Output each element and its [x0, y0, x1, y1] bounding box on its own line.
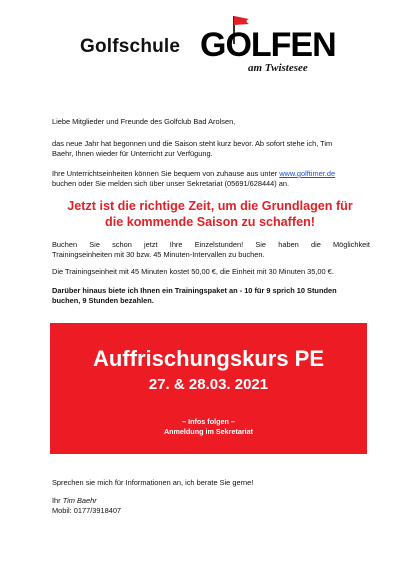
- logo-main-text: GOLFEN: [200, 26, 336, 64]
- paragraph-booking: [52, 169, 370, 189]
- paragraph-line: Trainingseinheiten mit 30 bzw. 45 Minuten-Intervallen zu buchen.: [52, 250, 265, 259]
- paragraph-line: [52, 169, 370, 179]
- paragraph-line: Darüber hinaus biete ich Ihnen ein Trainingspaket an - 10 für 9 sprich 10 Stunden: [52, 286, 337, 295]
- header: [0, 14, 414, 84]
- headline-line: die kommende Saison zu schaffen!: [105, 215, 315, 229]
- signature-prefix: Ihr: [52, 496, 61, 505]
- paragraph-prices: Die Trainingseinheit mit 45 Minuten kostet 50,00 €, die Einheit mit 30 Minuten 35,00 €.: [52, 267, 334, 276]
- greeting: Liebe Mitglieder und Freunde des Golfclub Bad Arolsen,: [52, 117, 236, 126]
- paragraph-lessons: [52, 240, 370, 260]
- school-word: Golfschule: [80, 36, 181, 57]
- logo-subtitle: am Twistesee: [248, 62, 308, 74]
- golftimer-link[interactable]: www.golftimer.de: [279, 169, 336, 178]
- banner-registration: Anmeldung im Sekretariat: [163, 427, 254, 436]
- banner-title: Auffrischungskurs PE: [92, 346, 325, 371]
- paragraph-package: [52, 286, 370, 306]
- paragraph-line: das neue Jahr hat begonnen und die Saison steht kurz bevor. Ab sofort stehe ich, Tim: [52, 139, 333, 148]
- headline-line: Jetzt ist die richtige Zeit, um die Grundlagen für: [67, 199, 353, 213]
- closing: Sprechen sie mich für Informationen an, ich berate Sie gerne!: [52, 478, 254, 487]
- banner-date: 27. & 28.03. 2021: [148, 376, 269, 393]
- course-banner: [50, 323, 367, 454]
- banner-info: – Infos folgen –: [182, 417, 235, 426]
- paragraph-intro: [52, 139, 370, 159]
- paragraph-line: buchen oder Sie melden sich über unser Sekretariat (05691/628444) an.: [52, 179, 290, 188]
- golfen-logo: [200, 14, 375, 84]
- paragraph-line: Buchen Sie schon jetzt Ihre Einzelstunden! Sie haben die Möglichkeit: [52, 240, 370, 249]
- mobile-number: Mobil: 0177/3918407: [52, 506, 122, 515]
- paragraph-text: Ihre Unterrichtseinheiten können Sie bequem von zuhause aus unter: [52, 169, 278, 178]
- signature-name: Tim Baehr: [62, 496, 97, 505]
- paragraph-line: Baehr, Ihnen wieder für Unterricht zur Verfügung.: [52, 149, 213, 158]
- paragraph-line: buchen, 9 Stunden bezahlen.: [52, 296, 154, 305]
- headline: [40, 198, 380, 230]
- signature: [52, 496, 370, 506]
